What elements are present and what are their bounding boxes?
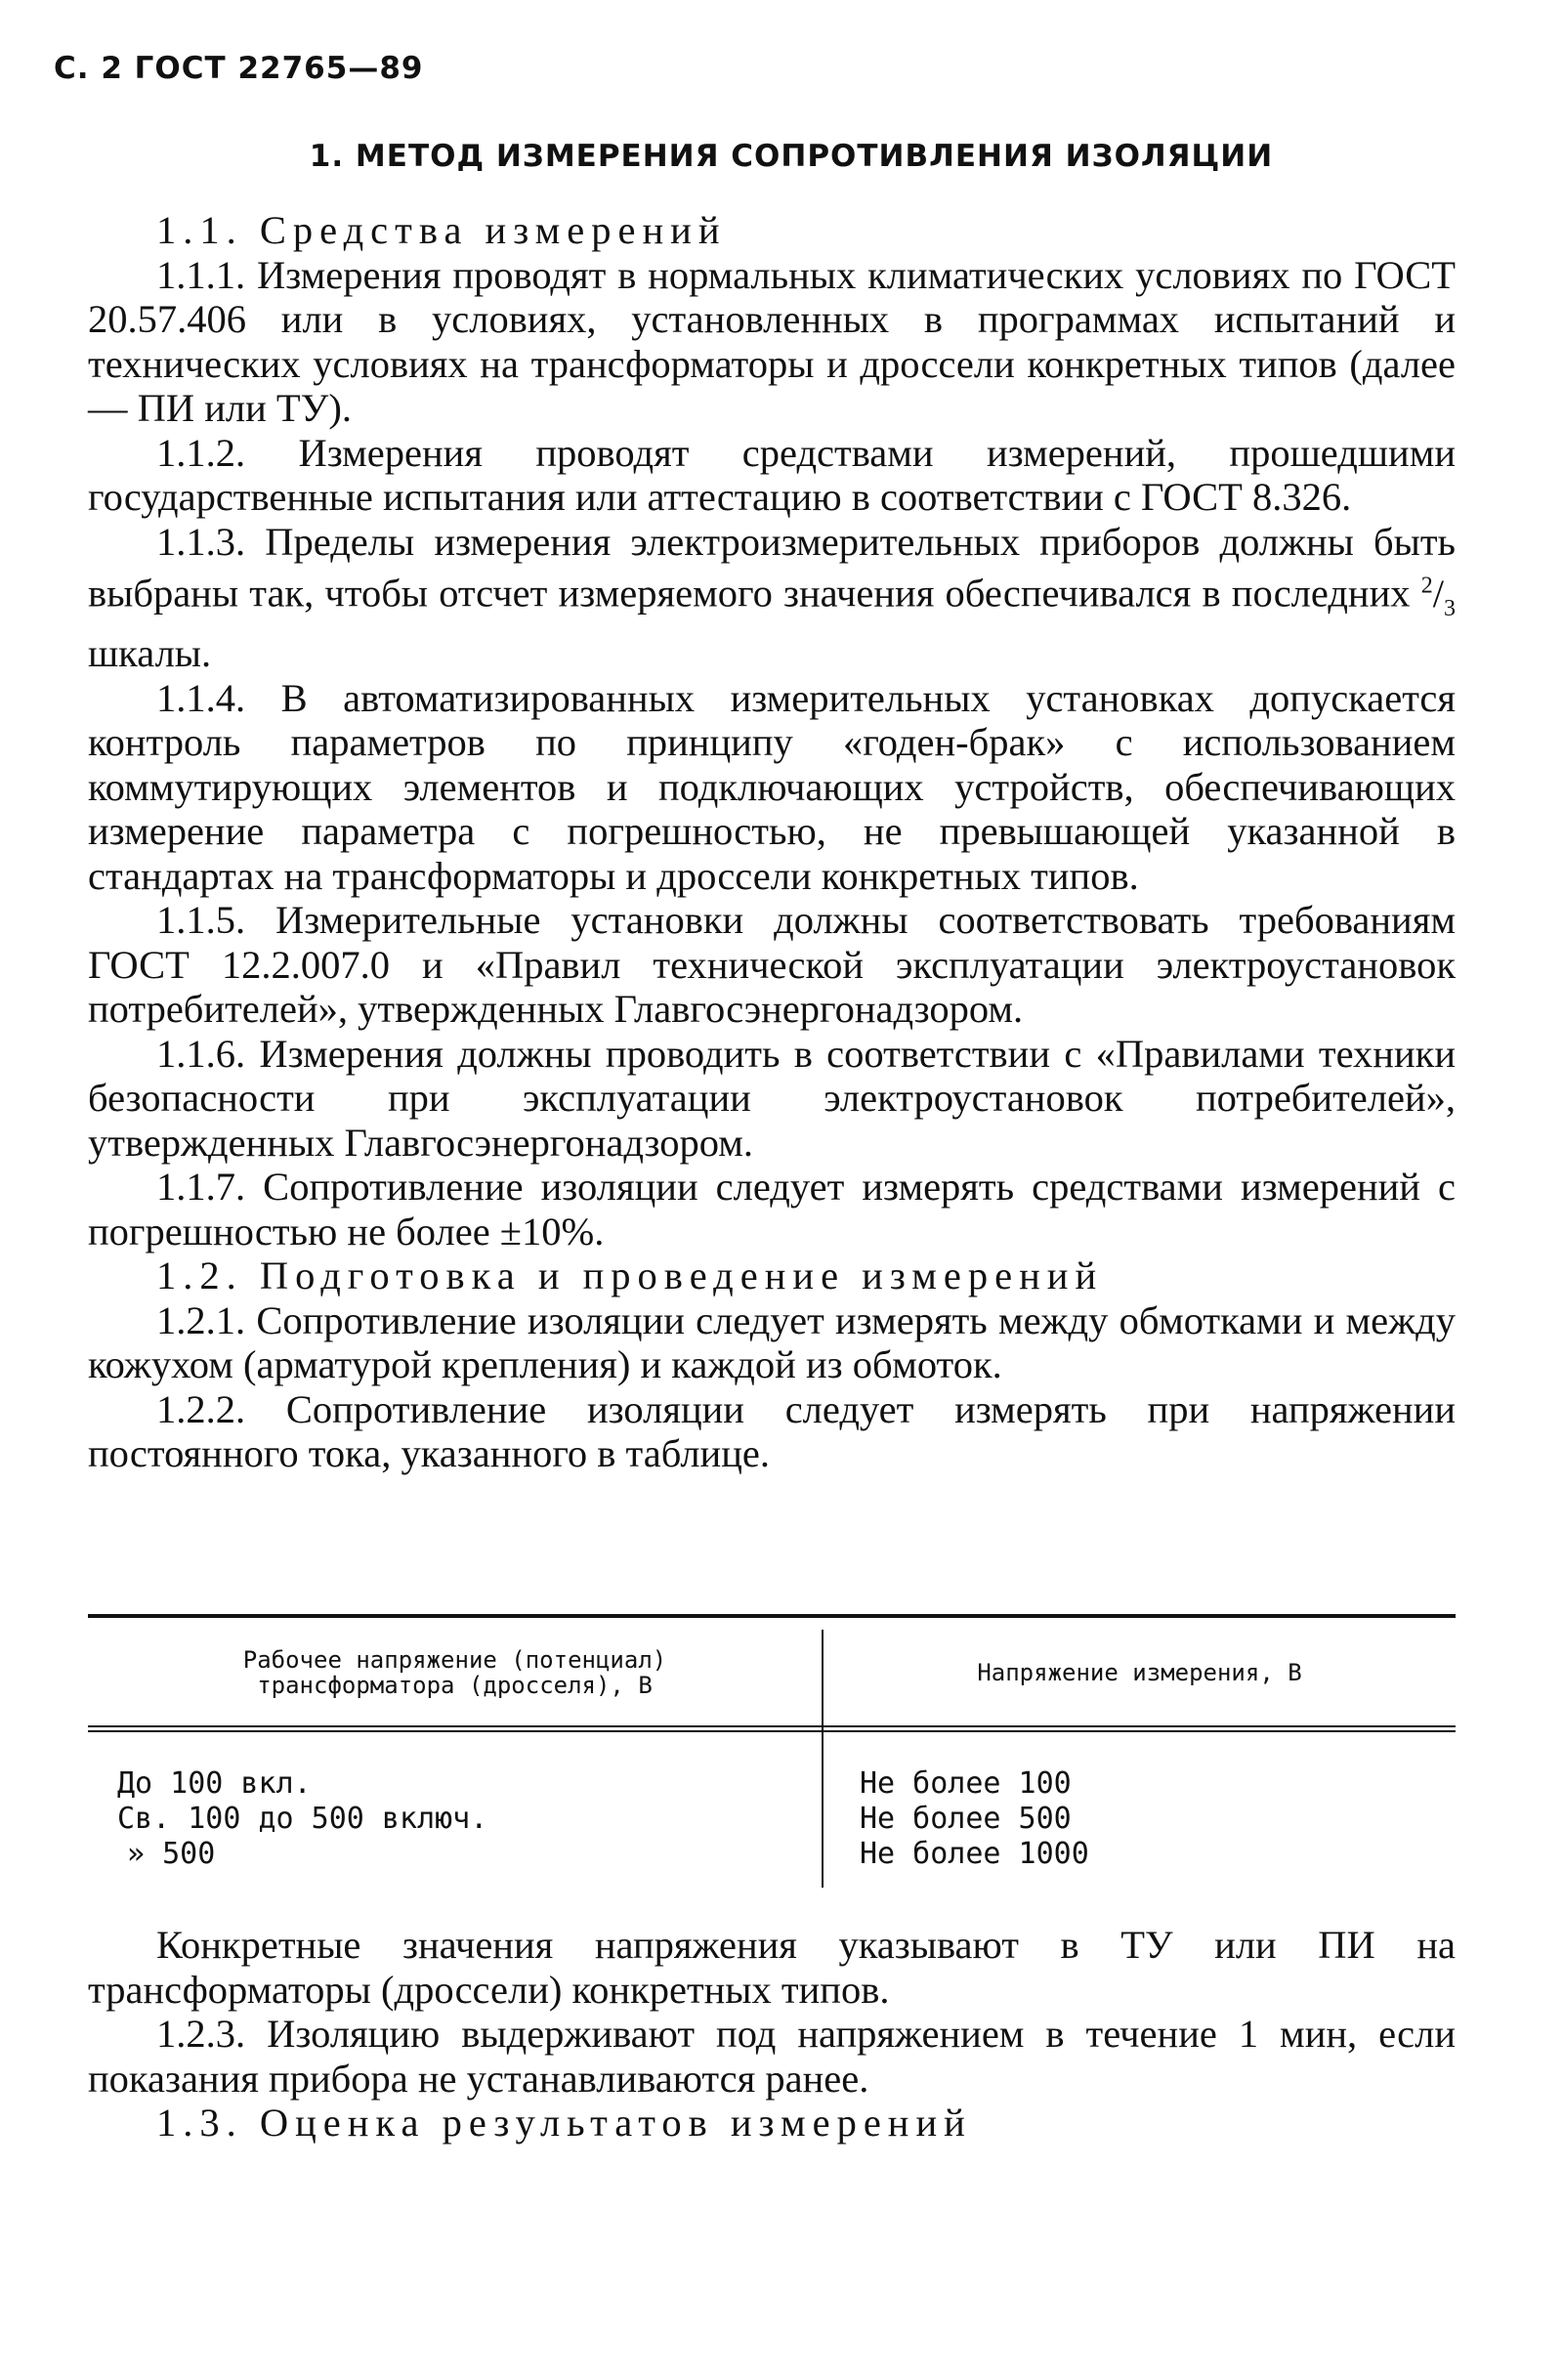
table-header-working-voltage bbox=[88, 1647, 822, 1698]
subsection-heading-1-2: 1.2. Подготовка и проведение измерений bbox=[156, 1254, 1104, 1298]
fraction-two-thirds: $^2/_3$ bbox=[1420, 571, 1457, 621]
paragraph-1-2-2: 1.2.2. Сопротивление изоляции следует измерять при напряжении постоянного тока, указанного в таблице. bbox=[88, 1386, 1456, 1476]
table-header-rule-2 bbox=[88, 1730, 1456, 1732]
working-voltage-cell: До 100 вкл. bbox=[117, 1766, 312, 1801]
table-row bbox=[860, 1802, 1072, 1837]
header-line-1: Рабочее напряжение (потенциал) bbox=[242, 1646, 667, 1674]
subsection-heading-1-3: 1.3. Оценка результатов измерений bbox=[156, 2101, 972, 2145]
paragraph-1-1-4: 1.1.4. В автоматизированных измерительных установках допускается контроль параметров по принципу «годен-брак» с использованием коммутирующих элементов и подключающих устройств, обеспечивающих измерение параметра с погрешностью, не превышающей указанной в стандартах на трансформаторы и дроссели конкретных типов. bbox=[88, 675, 1456, 898]
paragraph-1-1-3 bbox=[88, 520, 1456, 676]
header-line-2: трансформатора (дросселя), В bbox=[257, 1672, 653, 1699]
working-voltage-cell: » 500 bbox=[127, 1837, 216, 1871]
table-header-measure-voltage: Напряжение измерения, В bbox=[977, 1659, 1302, 1686]
table-row bbox=[117, 1766, 312, 1802]
table-column-divider bbox=[822, 1630, 824, 1888]
paragraph-1-1-3-text: 1.1.3. Пределы измерения электроизмерительных приборов должны быть выбраны так, чтобы отсчет измеряемого значения обеспечивался в последних bbox=[88, 519, 1456, 616]
table-row bbox=[117, 1802, 487, 1837]
working-voltage-cell: Св. 100 до 500 включ. bbox=[117, 1802, 488, 1836]
fraction-numerator: 2 bbox=[1420, 573, 1433, 598]
page-header: С. 2 ГОСТ 22765—89 bbox=[54, 51, 424, 86]
table-header-rule-1 bbox=[88, 1725, 1456, 1727]
voltage-table bbox=[88, 1614, 1456, 1886]
paragraph-1-1-5: 1.1.5. Измерительные установки должны соответствовать требованиям ГОСТ 12.2.007.0 и «Правил технической эксплуатации электроустановок потребителей», утвержденных Главгосэнергонадзором. bbox=[88, 898, 1456, 1032]
measure-voltage-cell: Не более 500 bbox=[860, 1802, 1072, 1836]
post-table-text bbox=[88, 1923, 1456, 2146]
paragraph-note: Конкретные значения напряжения указывают в ТУ или ПИ на трансформаторы (дроссели) конкретных типов. bbox=[88, 1923, 1456, 2012]
paragraph-1-1-6: 1.1.6. Измерения должны проводить в соответствии с «Правилами техники безопасности при эксплуатации электроустановок потребителей», утвержденных Главгосэнергонадзором. bbox=[88, 1031, 1456, 1165]
section-title: 1. МЕТОД ИЗМЕРЕНИЯ СОПРОТИВЛЕНИЯ ИЗОЛЯЦИИ bbox=[309, 139, 1274, 174]
paragraph-1-2-1: 1.2.1. Сопротивление изоляции следует измерять между обмотками и между кожухом (арматурой крепления) и каждой из обмоток. bbox=[88, 1297, 1456, 1387]
table-row bbox=[860, 1766, 1072, 1802]
table-row bbox=[127, 1837, 215, 1872]
paragraph-1-1-3-end: шкалы. bbox=[88, 631, 212, 676]
paragraph-1-1-7: 1.1.7. Сопротивление изоляции следует измерять средствами измерений с погрешностью не более ±10%. bbox=[88, 1165, 1456, 1254]
measure-voltage-cell: Не более 1000 bbox=[860, 1837, 1089, 1871]
paragraph-1-2-3: 1.2.3. Изоляцию выдерживают под напряжением в течение 1 мин, если показания прибора не устанавливаются ранее. bbox=[88, 2012, 1456, 2101]
paragraph-1-1-1: 1.1.1. Измерения проводят в нормальных климатических условиях по ГОСТ 20.57.406 или в условиях, установленных в программах испытаний и технических условиях на трансформаторы и дроссели конкретных типов (далее — ПИ или ТУ). bbox=[88, 252, 1456, 430]
measure-voltage-cell: Не более 100 bbox=[860, 1766, 1072, 1801]
fraction-denominator: 3 bbox=[1444, 595, 1457, 621]
subsection-heading-1-1: 1.1. Средства измерений bbox=[156, 208, 727, 252]
table-top-rule bbox=[88, 1614, 1456, 1618]
paragraph-1-1-2: 1.1.2. Измерения проводят средствами измерений, прошедшими государственные испытания или аттестацию в соответствии с ГОСТ 8.326. bbox=[88, 430, 1456, 519]
table-row bbox=[860, 1837, 1089, 1872]
body-text bbox=[88, 208, 1456, 1476]
